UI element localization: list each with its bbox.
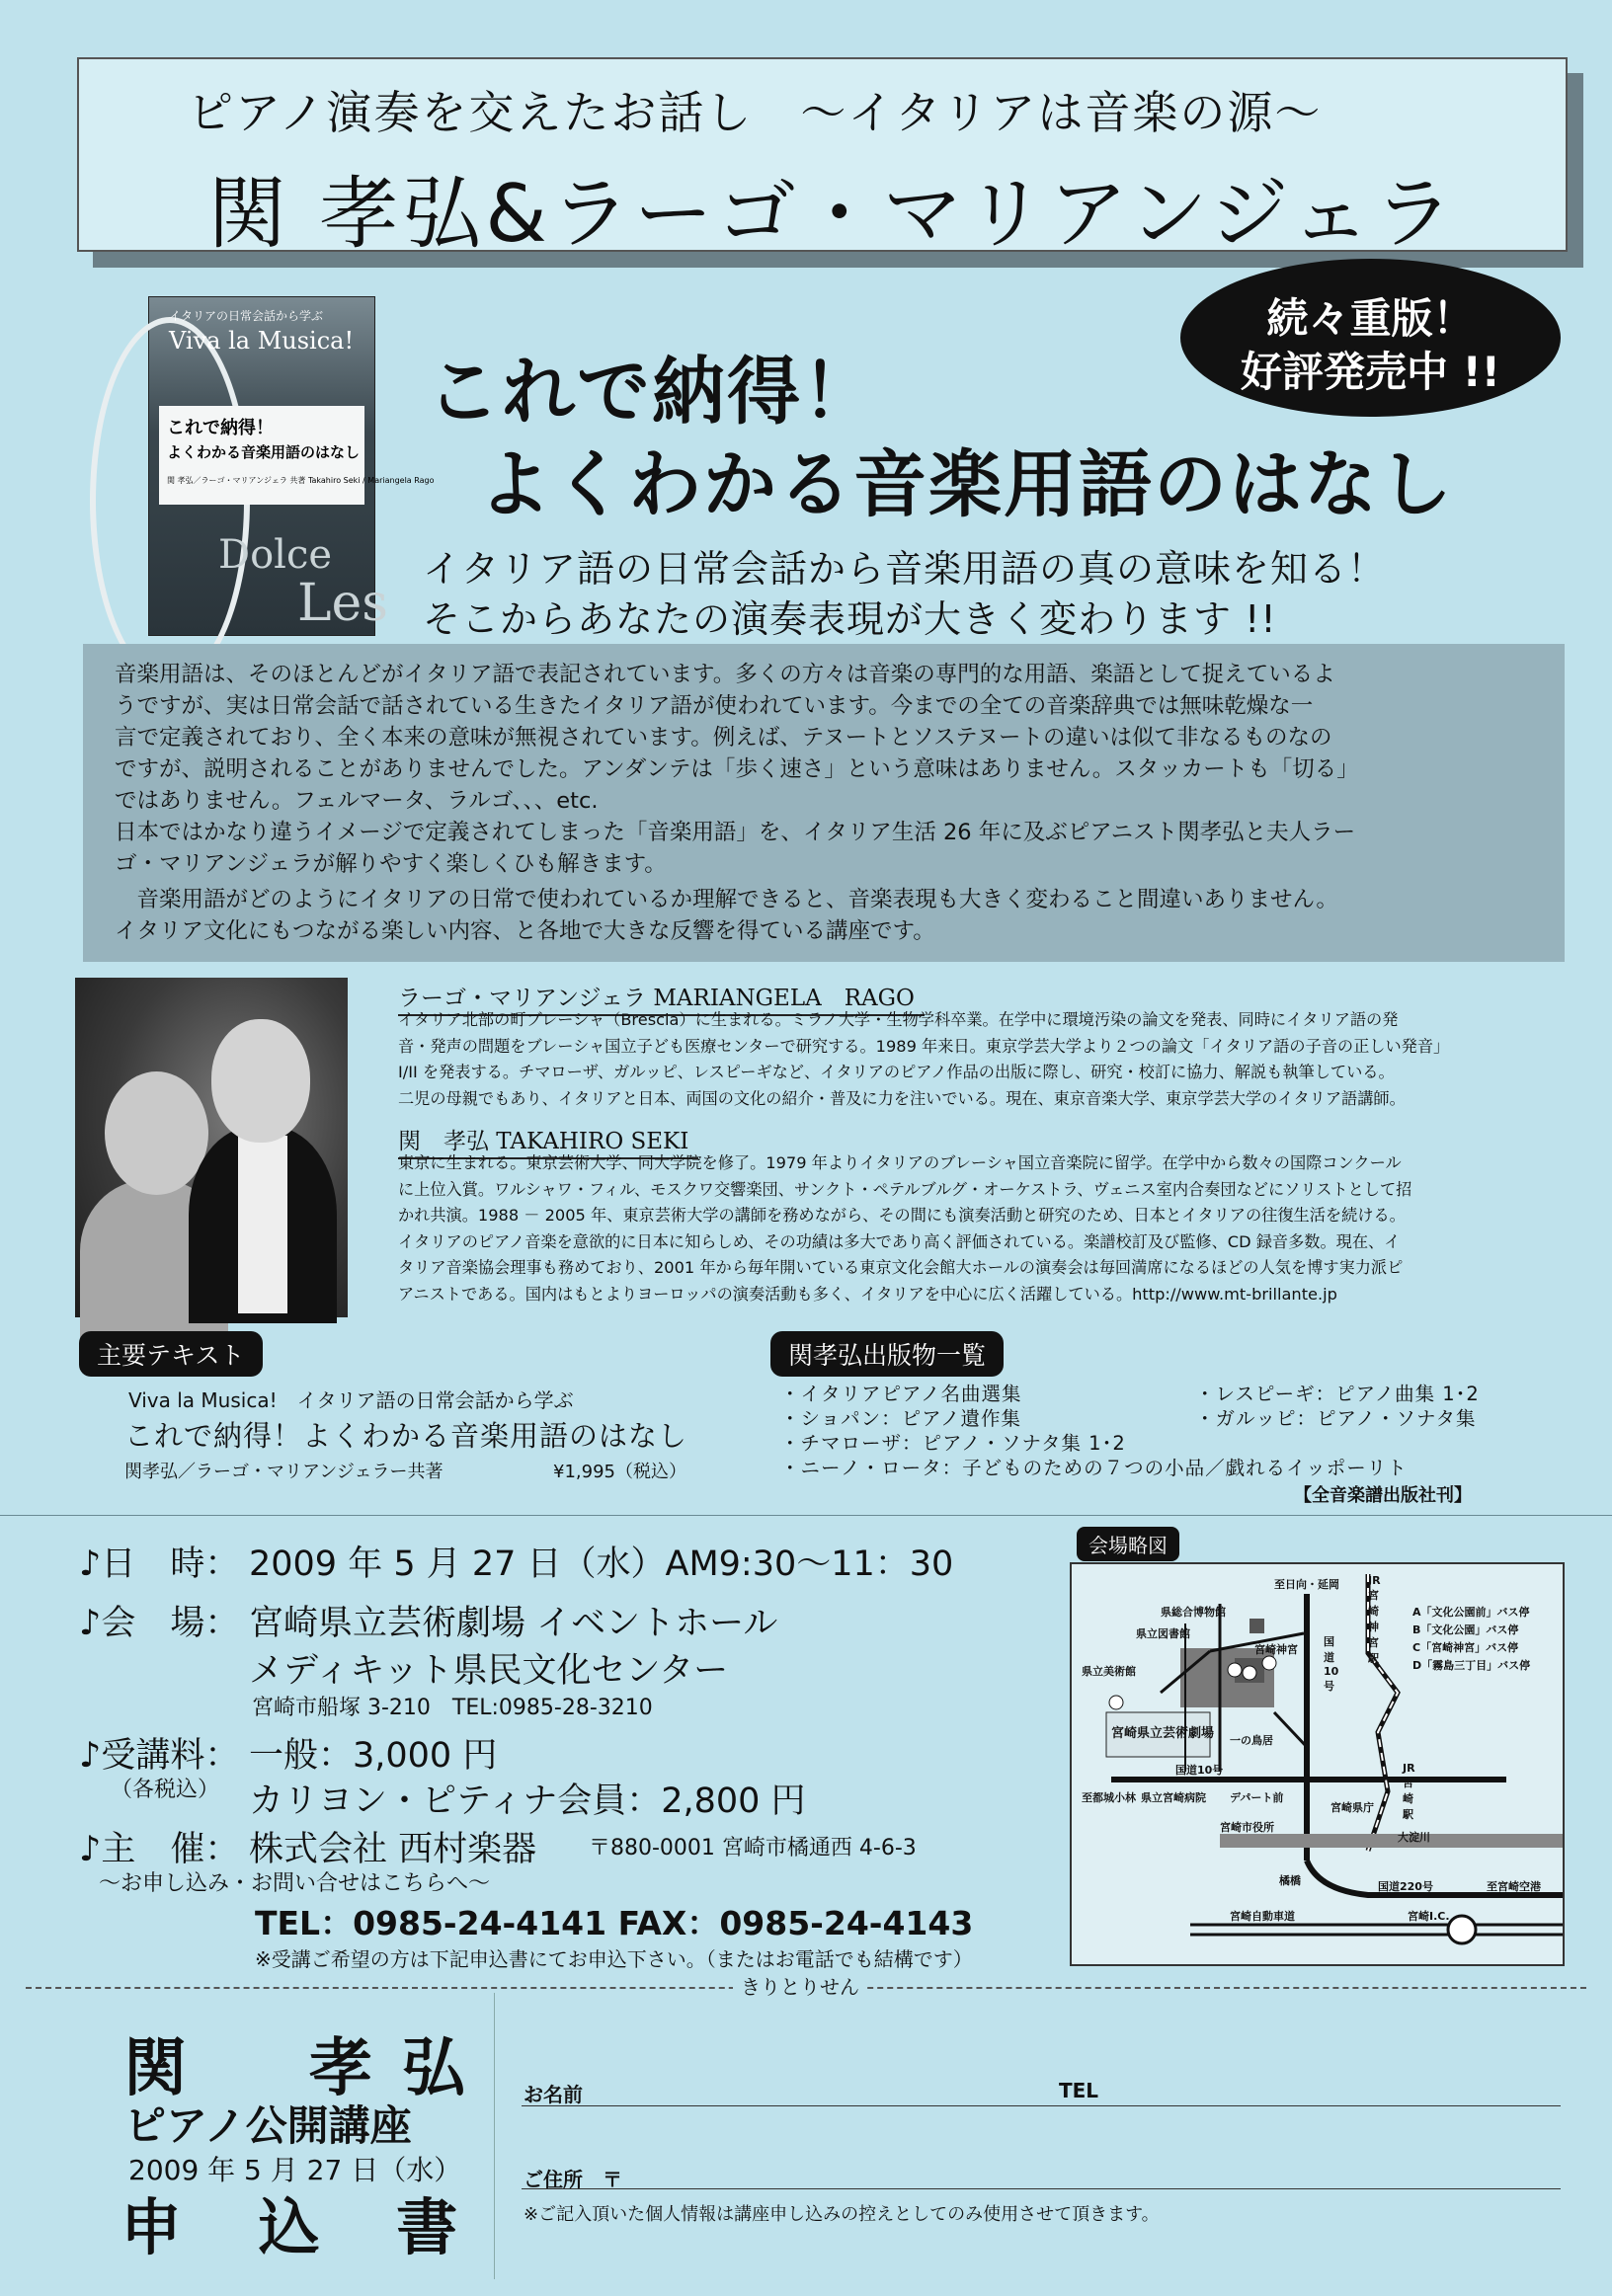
fee-member: カリヨン・ピティナ会員：2,800 円 [249,1781,806,1821]
main-text-label: 主要テキスト [79,1331,263,1377]
map-legend-c: C「宮崎神宮」バス停 [1412,1641,1519,1654]
bio-line: 音・発声の問題をブレーシャ国立子ども医療センターで研究する。1989 年来日。東京学芸大学より２つの論文「イタリア語の子音の正しい発音」 [398,1036,1450,1056]
bio-seki-text [398,1150,1411,1307]
map-label-theater: 宮崎県立芸術劇場 [1111,1726,1215,1741]
main-text-series: Viva la Musica! イタリア語の日常会話から学ぶ [128,1388,574,1412]
bio-rago-name: ラーゴ・マリアンジェラ MARIANGELA RAGO [398,980,915,1012]
cover-series: Viva la Musica! [169,327,355,355]
reprint-badge [1180,259,1561,417]
cut-line-label: きりとりせん [733,1971,867,2000]
cover-title-2: よくわかる音楽用語のはなし [167,443,361,461]
description-box [83,644,1565,962]
bio-line: タリア音楽協会理事も務めており、2001 年から毎年開いている東京文化会館大ホールの演奏会は毎回満席になるほどの人気を博す実力派ピ [398,1258,1404,1277]
address-field-label: ご住所 〒 [524,2168,622,2191]
main-text-price: ¥1,995（税込） [553,1462,686,1482]
publication-item: ・イタリアピアノ名曲選集 [780,1383,1022,1405]
cover-title-band [159,406,435,505]
publication-item: ・ショパン：ピアノ遺作集 [780,1407,1022,1430]
tagline-line-1: イタリア語の日常会話から音楽用語の真の意味を知る！ [423,547,1387,591]
bio-rago-text [398,1007,1449,1112]
form-title-course: ピアノ公開講座 [124,2101,412,2150]
badge-line-2: 好評発売中 !! [1241,348,1500,396]
bio-line: 二児の母親でもあり、イタリアと日本、両国の文化の紹介・普及に力を注いでいる。現在、東京音楽大学、東京学芸大学のイタリア語講師。 [398,1088,1406,1108]
map-label-art-museum: 県立美術館 [1082,1665,1136,1678]
main-text-title: これで納得！よくわかる音楽用語のはなし [124,1419,688,1453]
map-label: 会場略図 [1077,1527,1179,1561]
photo-figure-man-face [211,1019,310,1143]
map-label-station-mid: JR宮崎駅 [1403,1762,1415,1821]
map-label-hyuga: 至日向・延岡 [1274,1578,1339,1591]
map-label-miyakonojo: 至都城小林 [1082,1791,1136,1804]
venue-map [1070,1562,1565,1966]
map-label-jingu: 宮崎神宮 [1254,1643,1298,1656]
bio-seki-name: 関 孝弘 TAKAHIRO SEKI [398,1123,688,1155]
bio-line: アニストである。国内はもとよりヨーロッパの演奏活動も多く、イタリアを中心に広く活躍している。http://www.mt-brillante.jp [398,1284,1337,1304]
map-label-bridge: 橘橋 [1279,1874,1301,1887]
map-label-station-top: JR宮崎神宮駅 [1368,1574,1381,1665]
apply-note: ※受講ご希望の方は下記申込書にてお申込下さい。（またはお電話でも結構です） [255,1947,973,1971]
map-label-ic: 宮崎I.C. [1408,1910,1450,1923]
tel-field-label: TEL [1059,2079,1099,2102]
map-label-library: 県立図書館 [1136,1627,1190,1640]
form-divider [494,1993,495,2279]
map-label-city-hall: 宮崎市役所 [1220,1821,1274,1834]
host-value: 株式会社 西村楽器 [249,1830,537,1869]
description-line: ですが、説明されることがありませんでした。アンダンテは「歩く速さ」という意味はありません。スタッカートも「切る」 [115,756,1359,782]
header-banner [77,57,1568,260]
map-label-airport: 至宮崎空港 [1487,1880,1541,1893]
description-line: イタリア文化にもつながる楽しい内容、と各地で大きな反響を得ている講座です。 [115,918,935,944]
form-title-application: 申 込 書 [121,2191,486,2263]
privacy-note: ※ご記入頂いた個人情報は講座申し込みの控えとしてのみ使用させて頂きます。 [524,2204,1160,2225]
description-line: 音楽用語がどのようにイタリアの日常で使われているか理解できると、音楽表現も大きく変わること間違いありません。 [115,887,1338,912]
map-label-hospital: 県立宮崎病院 [1141,1791,1206,1804]
tagline-line-2: そこからあなたの演奏表現が大きく変わります !! [423,597,1277,641]
cover-word-les: Les [297,574,388,633]
bio-line: かれ共演。1988 － 2005 年、東京芸術大学の講師を務めながら、その間にも演奏活動と研究のため、日本とイタリアの往復生活を続ける。 [398,1206,1406,1225]
date-label: ♪日 時： [79,1544,240,1584]
map-label-route220: 国道220号 [1378,1880,1433,1893]
map-label-museum: 県総合博物館 [1161,1606,1226,1619]
description-line: ゴ・マリアンジェラが解りやすく楽しくひも解きます。 [115,851,667,877]
publisher-note: 【全音楽譜出版社刊】 [1294,1485,1472,1506]
description-line: 音楽用語は、そのほとんどがイタリア語で表記されています。多くの方々は音楽の専門的な用語、楽語として捉えているよ [115,662,1335,687]
cover-authors: 関 孝弘／ラーゴ・マリアンジェラ 共著 Takahiro Seki / Mariangela Rago [167,476,435,485]
venue-line-1: 宮崎県立芸術劇場 イベントホール [249,1604,778,1643]
map-legend-d: D「霧島三丁目」バス停 [1412,1659,1531,1672]
publication-item: ・ニーノ・ロータ：子どものための７つの小品／戯れるイッポーリト [780,1457,1408,1479]
map-legend-b: B「文化公園」バス停 [1412,1623,1519,1636]
map-label-route10b: 国道10号 [1175,1764,1224,1777]
description-line: うですが、実は日常会話で話されている生きたイタリア語が使われています。今までの全ての音楽辞典では無味乾燥な一 [115,693,1314,719]
cover-subtitle: イタリアの日常会話から学ぶ [169,309,324,323]
host-label: ♪主 催： [79,1830,240,1869]
address-input-line[interactable] [522,2188,1561,2189]
bio-line: イタリア北部の町ブレーシャ（Brescia）に生まれる。ミラノ大学・生物学科卒業。在学中に環境汚染の論文を発表、同時にイタリア語の発 [398,1010,1399,1029]
badge-line-1: 続々重版！ [1266,294,1475,343]
form-date: 2009 年 5 月 27 日（水） [128,2154,462,2186]
map-label-river: 大淀川 [1398,1831,1430,1844]
book-cover-image [148,296,435,636]
bio-line: イタリアのピアノ音楽を意欲的に日本に知らしめ、その功績は多大であり高く評価されている。楽譜校訂及び監修、CD 録音多数。現在、イ [398,1231,1401,1251]
section-divider [0,1515,1612,1516]
publications-label: 関孝弘出版物一覧 [770,1331,1004,1377]
publication-item: ・ガルッピ：ピアノ・ソナタ集 [1195,1407,1477,1430]
contact-note: ～お申し込み・お問い合せはこちらへ～ [99,1871,491,1896]
description-line: 言で定義されており、全く本来の意味が無視されています。例えば、テヌートとソステヌートの違いは似て非なるものなの [115,725,1332,751]
date-value: 2009 年 5 月 27 日（水）AM9:30～11：30 [249,1544,954,1584]
header-title: 関 孝弘&ラーゴ・マリアンジェラ [207,168,1458,260]
venue-line-2: メディキット県民文化センター [249,1651,729,1691]
cover-word-dolce: Dolce [218,532,333,578]
header-subtitle: ピアノ演奏を交えたお話し ～イタリアは音楽の源～ [188,86,1323,139]
form-title-name: 関 孝弘 [123,2032,495,2105]
publication-item: ・レスピーギ：ピアノ曲集 1･2 [1195,1383,1480,1405]
map-label-expressway: 宮崎自動車道 [1230,1910,1295,1923]
description-line: 日本ではかなり違うイメージで定義されてしまった「音楽用語」を、イタリア生活 26 年に及ぶピアニスト関孝弘と夫人ラー [115,820,1356,845]
cover-title-1: これで納得！ [167,418,274,438]
name-field-label: お名前 [524,2083,583,2106]
photo-figure-woman-face [105,1071,208,1195]
venue-address: 宮崎市船塚 3-210 TEL:0985-28-3210 [252,1696,653,1720]
map-legend-a: A「文化公園前」バス停 [1412,1606,1530,1619]
map-label-ichinotorii: 一の鳥居 [1230,1734,1273,1747]
map-label-dept: デパート前 [1230,1791,1284,1804]
headline-line-2: よくわかる音楽用語のはなし [478,442,1454,527]
bio-line: I/II を発表する。チマローザ、ガルッピ、レスピーギなど、イタリアのピアノ作品の出版に際し、研究・校訂に協力、解説も執筆している。 [398,1063,1395,1081]
bio-line: に上位入賞。ワルシャワ・フィル、モスクワ交響楽団、サンクト・ペテルブルグ・オーケストラ、ヴェニス室内合奏団などにソリストとして招 [398,1179,1412,1199]
host-address: 〒880-0001 宮崎市橘通西 4-6-3 [589,1836,917,1861]
map-label-pref-office: 宮崎県庁 [1330,1801,1374,1814]
fee-general: 一般：3,000 円 [249,1736,498,1776]
fee-note: （各税込） [111,1778,220,1802]
bio-line: 東京に生まれる。東京芸術大学、同大学院を修了。1979 年よりイタリアのブレーシャ国立音楽院に留学。在学中から数々の国際コンクール [398,1153,1402,1172]
photo-figure-man-shirt [238,1136,287,1313]
map-label-route10: 国道10号 [1324,1635,1339,1693]
venue-label: ♪会 場： [79,1604,240,1643]
description-line: ではありません。フェルマータ、ラルゴ、、、etc. [115,788,599,814]
main-text-authors: 関孝弘／ラーゴ・マリアンジェラー共著 [124,1462,443,1482]
portrait-photo [75,978,348,1317]
fee-label: ♪受講料： [79,1736,240,1776]
headline-line-1: これで納得！ [427,350,877,435]
tel-fax: TEL：0985-24-4141 FAX：0985-24-4143 [255,1904,974,1942]
publication-item: ・チマローザ：ピアノ・ソナタ集 1･2 [780,1432,1126,1455]
name-tel-input-line[interactable] [522,2105,1561,2106]
